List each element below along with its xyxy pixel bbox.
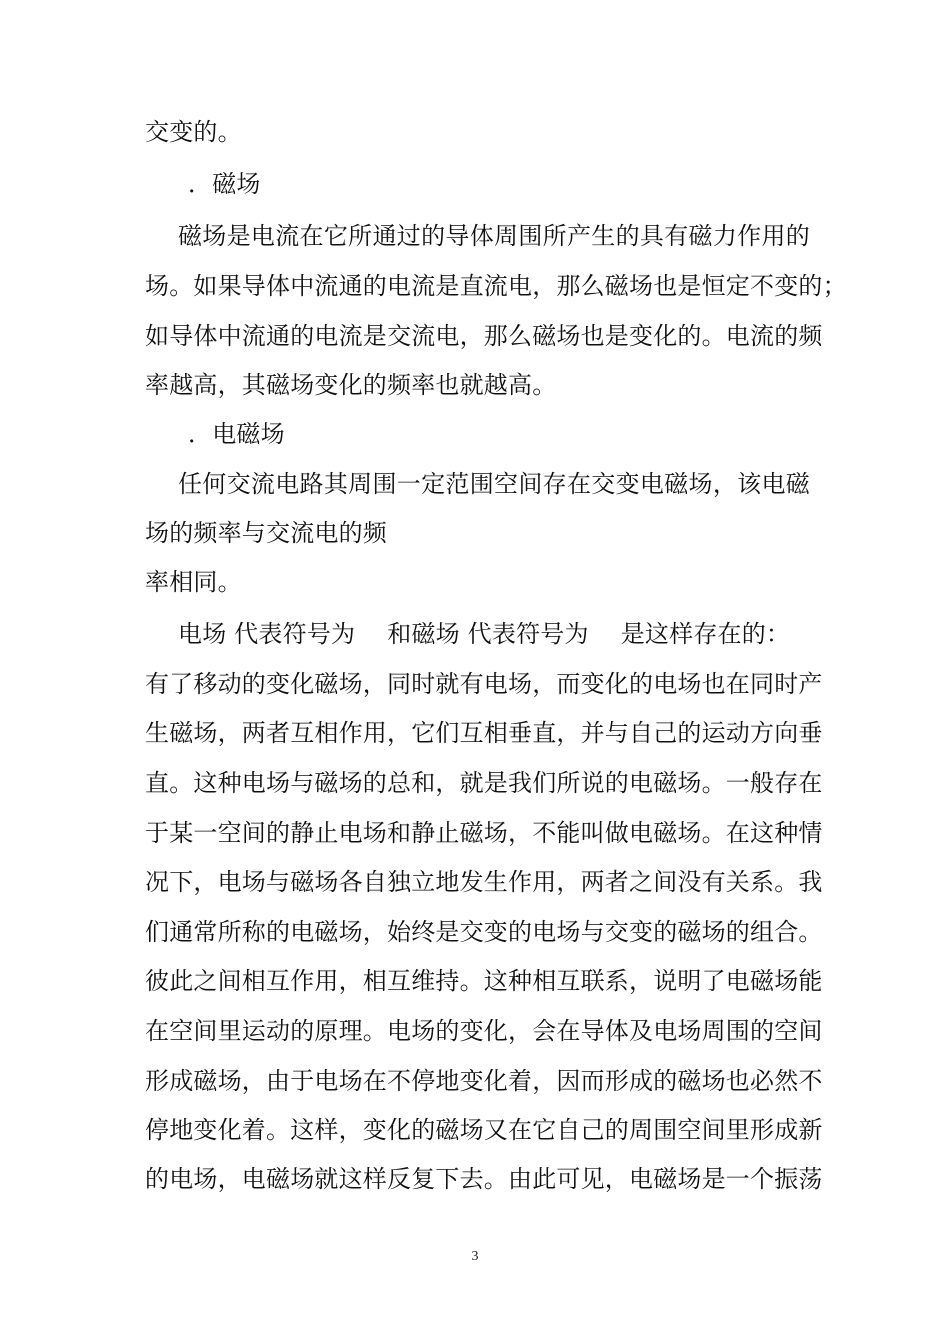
paragraph-line: 场的频率与交流电的频 [145, 519, 387, 547]
section-heading-magnetic-field: ．磁场 [188, 170, 261, 198]
paragraph-line: 彼此之间相互作用，相互维持。这种相互联系，说明了电磁场能 [145, 967, 823, 995]
paragraph-line: 的电场，电磁场就这样反复下去。由此可见，电磁场是一个振荡 [145, 1165, 823, 1193]
paragraph-line: 有了移动的变化磁场，同时就有电场，而变化的电场也在同时产 [145, 670, 823, 698]
paragraph-line: 率越高，其磁场变化的频率也就越高。 [145, 371, 557, 399]
paragraph-line: 生磁场，两者互相作用，它们互相垂直，并与自己的运动方向垂 [145, 719, 823, 747]
paragraph-line: 任何交流电路其周围一定范围空间存在交变电磁场，该电磁 [178, 470, 810, 498]
paragraph-line: 电场 代表符号为 和磁场 代表符号为 是这样存在的： [178, 620, 791, 648]
paragraph-line: 率相同。 [145, 568, 242, 596]
paragraph-line: 磁场是电流在它所通过的导体周围所产生的具有磁力作用的 [178, 222, 810, 250]
section-heading-electromagnetic-field: ．电磁场 [188, 420, 285, 448]
paragraph-line: 如导体中流通的电流是交流电，那么磁场也是变化的。电流的频 [145, 322, 823, 350]
paragraph-line: 停地变化着。这样，变化的磁场又在它自己的周围空间里形成新 [145, 1116, 823, 1144]
paragraph-line: 形成磁场，由于电场在不停地变化着，因而形成的磁场也必然不 [145, 1067, 823, 1095]
paragraph-line: 们通常所称的电磁场，始终是交变的电场与交变的磁场的组合。 [145, 918, 823, 946]
paragraph-line: 况下，电场与磁场各自独立地发生作用，两者之间没有关系。我 [145, 868, 823, 896]
paragraph-line: 在空间里运动的原理。电场的变化，会在导体及电场周围的空间 [145, 1017, 823, 1045]
text-line: 交变的。 [145, 118, 242, 146]
page-number: 3 [471, 1249, 479, 1264]
paragraph-line: 直。这种电场与磁场的总和，就是我们所说的电磁场。一般存在 [145, 769, 823, 797]
paragraph-line: 于某一空间的静止电场和静止磁场，不能叫做电磁场。在这种情 [145, 819, 823, 847]
paragraph-line: 场。如果导体中流通的电流是直流电，那么磁场也是恒定不变的； [145, 272, 847, 300]
